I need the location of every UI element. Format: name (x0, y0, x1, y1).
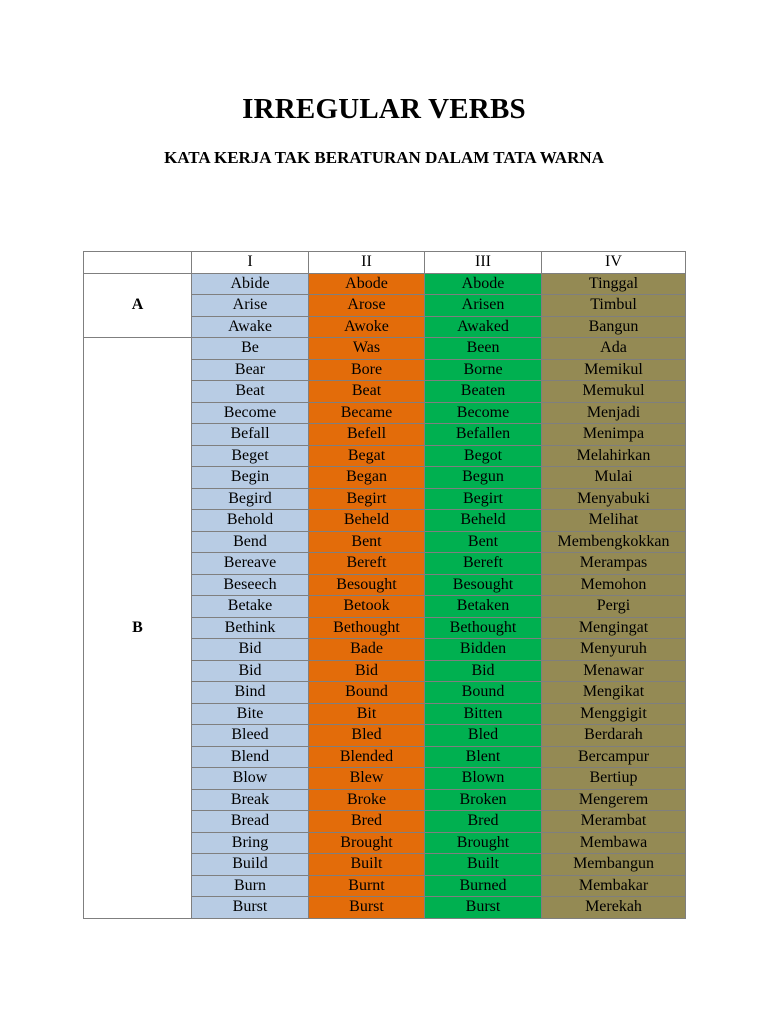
cell-form-2: Was (309, 338, 425, 360)
cell-form-3: Blent (425, 746, 542, 768)
cell-form-4-meaning: Bangun (542, 316, 686, 338)
cell-form-4-meaning: Timbul (542, 295, 686, 317)
cell-form-4-meaning: Berdarah (542, 725, 686, 747)
group-letter: B (84, 338, 192, 919)
cell-form-4-meaning: Ada (542, 338, 686, 360)
cell-form-1: Beget (192, 445, 309, 467)
cell-form-3: Burst (425, 897, 542, 919)
cell-form-4-meaning: Merampas (542, 553, 686, 575)
cell-form-3: Bitten (425, 703, 542, 725)
cell-form-3: Been (425, 338, 542, 360)
page-subtitle: KATA KERJA TAK BERATURAN DALAM TATA WARNA (164, 148, 604, 167)
cell-form-2: Began (309, 467, 425, 489)
cell-form-4-meaning: Menggigit (542, 703, 686, 725)
table-row (84, 338, 686, 360)
cell-form-2: Broke (309, 789, 425, 811)
cell-form-2: Besought (309, 574, 425, 596)
cell-form-2: Bid (309, 660, 425, 682)
cell-form-4-meaning: Menawar (542, 660, 686, 682)
cell-form-1: Be (192, 338, 309, 360)
cell-form-2: Begat (309, 445, 425, 467)
cell-form-4-meaning: Mengerem (542, 789, 686, 811)
cell-form-3: Bent (425, 531, 542, 553)
cell-form-1: Bereave (192, 553, 309, 575)
cell-form-2: Bereft (309, 553, 425, 575)
cell-form-3: Besought (425, 574, 542, 596)
cell-form-2: Became (309, 402, 425, 424)
cell-form-3: Blown (425, 768, 542, 790)
cell-form-4-meaning: Pergi (542, 596, 686, 618)
cell-form-4-meaning: Memikul (542, 359, 686, 381)
cell-form-3: Brought (425, 832, 542, 854)
cell-form-1: Beat (192, 381, 309, 403)
cell-form-1: Bleed (192, 725, 309, 747)
cell-form-3: Abode (425, 273, 542, 295)
cell-form-4-meaning: Menyuruh (542, 639, 686, 661)
cell-form-4-meaning: Mengikat (542, 682, 686, 704)
cell-form-3: Burned (425, 875, 542, 897)
cell-form-4-meaning: Merambat (542, 811, 686, 833)
cell-form-3: Bereft (425, 553, 542, 575)
cell-form-2: Burst (309, 897, 425, 919)
cell-form-2: Bore (309, 359, 425, 381)
cell-form-1: Abide (192, 273, 309, 295)
cell-form-1: Bend (192, 531, 309, 553)
cell-form-3: Broken (425, 789, 542, 811)
cell-form-2: Arose (309, 295, 425, 317)
cell-form-1: Awake (192, 316, 309, 338)
cell-form-1: Blend (192, 746, 309, 768)
cell-form-2: Awoke (309, 316, 425, 338)
cell-form-4-meaning: Membakar (542, 875, 686, 897)
cell-form-1: Blow (192, 768, 309, 790)
cell-form-1: Bethink (192, 617, 309, 639)
cell-form-2: Bled (309, 725, 425, 747)
cell-form-4-meaning: Mulai (542, 467, 686, 489)
cell-form-3: Bred (425, 811, 542, 833)
cell-form-4-meaning: Menjadi (542, 402, 686, 424)
cell-form-2: Begirt (309, 488, 425, 510)
cell-form-4-meaning: Memukul (542, 381, 686, 403)
header-row (84, 252, 686, 274)
cell-form-2: Beat (309, 381, 425, 403)
cell-form-4-meaning: Memohon (542, 574, 686, 596)
cell-form-3: Borne (425, 359, 542, 381)
cell-form-2: Blew (309, 768, 425, 790)
cell-form-2: Bethought (309, 617, 425, 639)
cell-form-4-meaning: Bercampur (542, 746, 686, 768)
header-cell-form-2: II (309, 252, 425, 274)
cell-form-4-meaning: Mengingat (542, 617, 686, 639)
cell-form-1: Become (192, 402, 309, 424)
cell-form-4-meaning: Merekah (542, 897, 686, 919)
cell-form-2: Bit (309, 703, 425, 725)
cell-form-4-meaning: Membawa (542, 832, 686, 854)
cell-form-4-meaning: Membangun (542, 854, 686, 876)
cell-form-1: Bid (192, 639, 309, 661)
cell-form-3: Betaken (425, 596, 542, 618)
cell-form-4-meaning: Membengkokkan (542, 531, 686, 553)
cell-form-3: Arisen (425, 295, 542, 317)
cell-form-3: Beaten (425, 381, 542, 403)
cell-form-2: Bred (309, 811, 425, 833)
cell-form-1: Bread (192, 811, 309, 833)
cell-form-2: Built (309, 854, 425, 876)
cell-form-2: Bound (309, 682, 425, 704)
cell-form-4-meaning: Bertiup (542, 768, 686, 790)
cell-form-1: Burst (192, 897, 309, 919)
cell-form-4-meaning: Melahirkan (542, 445, 686, 467)
cell-form-3: Bethought (425, 617, 542, 639)
cell-form-1: Bring (192, 832, 309, 854)
cell-form-1: Break (192, 789, 309, 811)
cell-form-3: Become (425, 402, 542, 424)
cell-form-1: Build (192, 854, 309, 876)
cell-form-2: Abode (309, 273, 425, 295)
cell-form-1: Arise (192, 295, 309, 317)
cell-form-2: Blended (309, 746, 425, 768)
cell-form-3: Begirt (425, 488, 542, 510)
irregular-verbs-table (83, 251, 686, 919)
cell-form-1: Betake (192, 596, 309, 618)
cell-form-3: Bid (425, 660, 542, 682)
cell-form-3: Bound (425, 682, 542, 704)
cell-form-1: Befall (192, 424, 309, 446)
cell-form-3: Built (425, 854, 542, 876)
cell-form-2: Betook (309, 596, 425, 618)
cell-form-4-meaning: Menimpa (542, 424, 686, 446)
cell-form-1: Begird (192, 488, 309, 510)
group-letter: A (84, 273, 192, 338)
cell-form-4-meaning: Melihat (542, 510, 686, 532)
cell-form-1: Beseech (192, 574, 309, 596)
cell-form-1: Behold (192, 510, 309, 532)
cell-form-1: Bear (192, 359, 309, 381)
header-cell-form-4: IV (542, 252, 686, 274)
cell-form-1: Bid (192, 660, 309, 682)
cell-form-2: Bent (309, 531, 425, 553)
cell-form-2: Beheld (309, 510, 425, 532)
cell-form-2: Befell (309, 424, 425, 446)
cell-form-3: Awaked (425, 316, 542, 338)
cell-form-1: Burn (192, 875, 309, 897)
cell-form-2: Bade (309, 639, 425, 661)
header-cell-form-1: I (192, 252, 309, 274)
table-row (84, 273, 686, 295)
cell-form-3: Begun (425, 467, 542, 489)
page-title: IRREGULAR VERBS (242, 93, 526, 125)
cell-form-1: Begin (192, 467, 309, 489)
cell-form-2: Brought (309, 832, 425, 854)
cell-form-1: Bind (192, 682, 309, 704)
cell-form-3: Bidden (425, 639, 542, 661)
cell-form-4-meaning: Tinggal (542, 273, 686, 295)
cell-form-3: Beheld (425, 510, 542, 532)
cell-form-3: Begot (425, 445, 542, 467)
header-cell-blank (84, 252, 192, 274)
cell-form-3: Befallen (425, 424, 542, 446)
cell-form-1: Bite (192, 703, 309, 725)
cell-form-2: Burnt (309, 875, 425, 897)
header-cell-form-3: III (425, 252, 542, 274)
cell-form-4-meaning: Menyabuki (542, 488, 686, 510)
verb-table-body (84, 252, 686, 919)
cell-form-3: Bled (425, 725, 542, 747)
